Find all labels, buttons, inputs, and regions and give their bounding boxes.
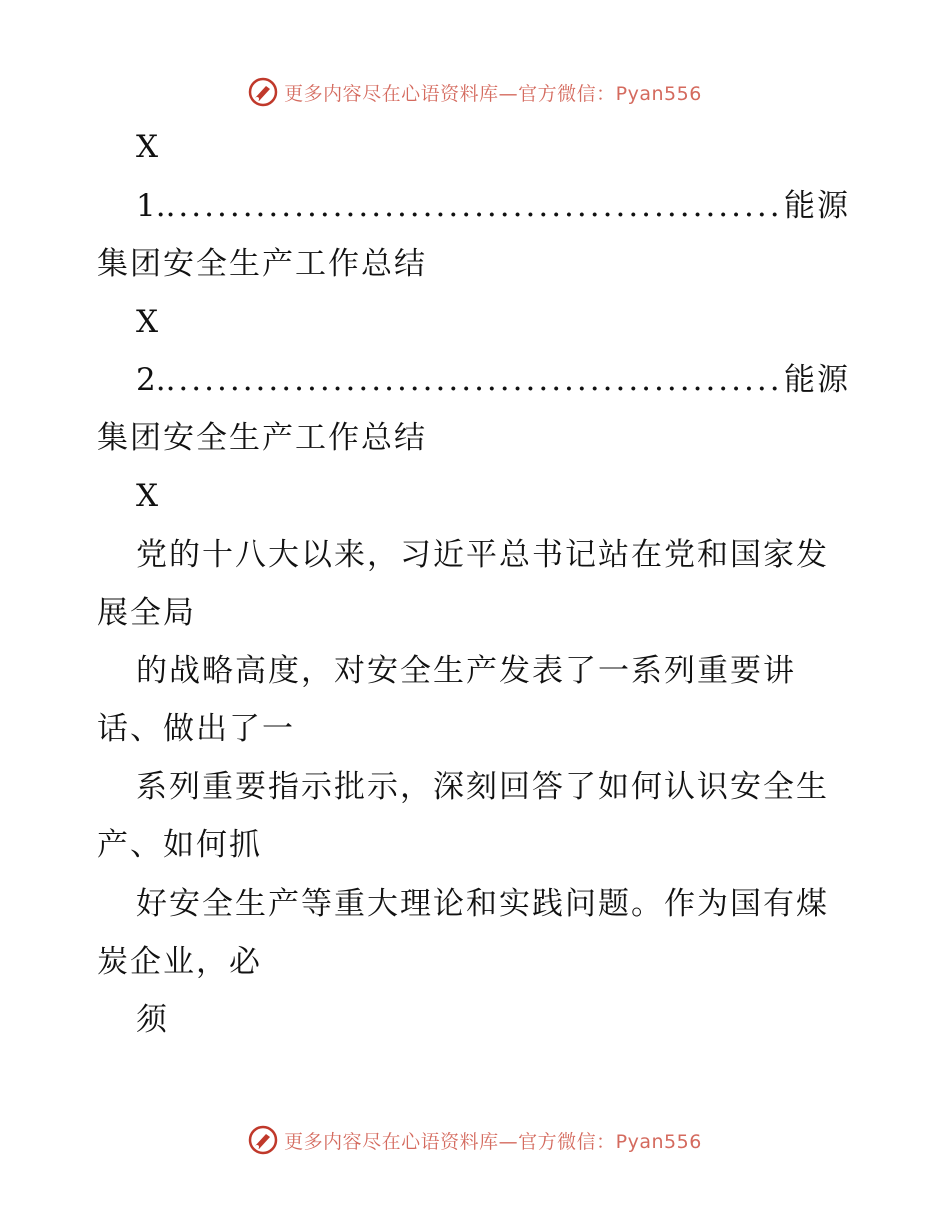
paragraph-line: 须 xyxy=(136,1002,169,1038)
toc-leader-dots xyxy=(166,186,784,226)
footer-banner xyxy=(0,1120,950,1160)
pen-logo-icon xyxy=(248,1125,278,1155)
paragraph-line: 话、做出了一 xyxy=(97,711,295,747)
toc-marker: X xyxy=(136,304,161,340)
footer-banner-text: 更多内容尽在心语资料库—官方微信：Pyan556 xyxy=(284,1130,702,1153)
toc-leader-dots xyxy=(166,360,784,400)
paragraph-line: 展全局 xyxy=(97,595,196,631)
toc-marker: X xyxy=(136,129,161,165)
paragraph-line: 好安全生产等重大理论和实践问题。作为国有煤 xyxy=(136,886,829,922)
toc-entry-title-tail: 能源 xyxy=(784,362,850,398)
toc-entry-number: 1. xyxy=(136,188,166,224)
paragraph-line: 炭企业，必 xyxy=(97,944,262,980)
paragraph-line: 党的十八大以来，习近平总书记站在党和国家发 xyxy=(136,537,829,573)
section-marker: X xyxy=(136,478,161,514)
toc-entry-number: 2. xyxy=(136,362,166,398)
toc-entry[interactable] xyxy=(136,186,850,226)
paragraph-line: 产、如何抓 xyxy=(97,827,262,863)
paragraph-line: 的战略高度，对安全生产发表了一系列重要讲 xyxy=(136,653,796,689)
toc-entry[interactable] xyxy=(136,360,850,400)
paragraph-line: 系列重要指示批示，深刻回答了如何认识安全生 xyxy=(136,769,829,805)
toc-entry-title-tail: 能源 xyxy=(784,188,850,224)
toc-entry-title-cont: 集团安全生产工作总结 xyxy=(97,246,427,282)
toc-entry-title-cont: 集团安全生产工作总结 xyxy=(97,420,427,456)
header-banner-text: 更多内容尽在心语资料库—官方微信：Pyan556 xyxy=(284,82,702,105)
